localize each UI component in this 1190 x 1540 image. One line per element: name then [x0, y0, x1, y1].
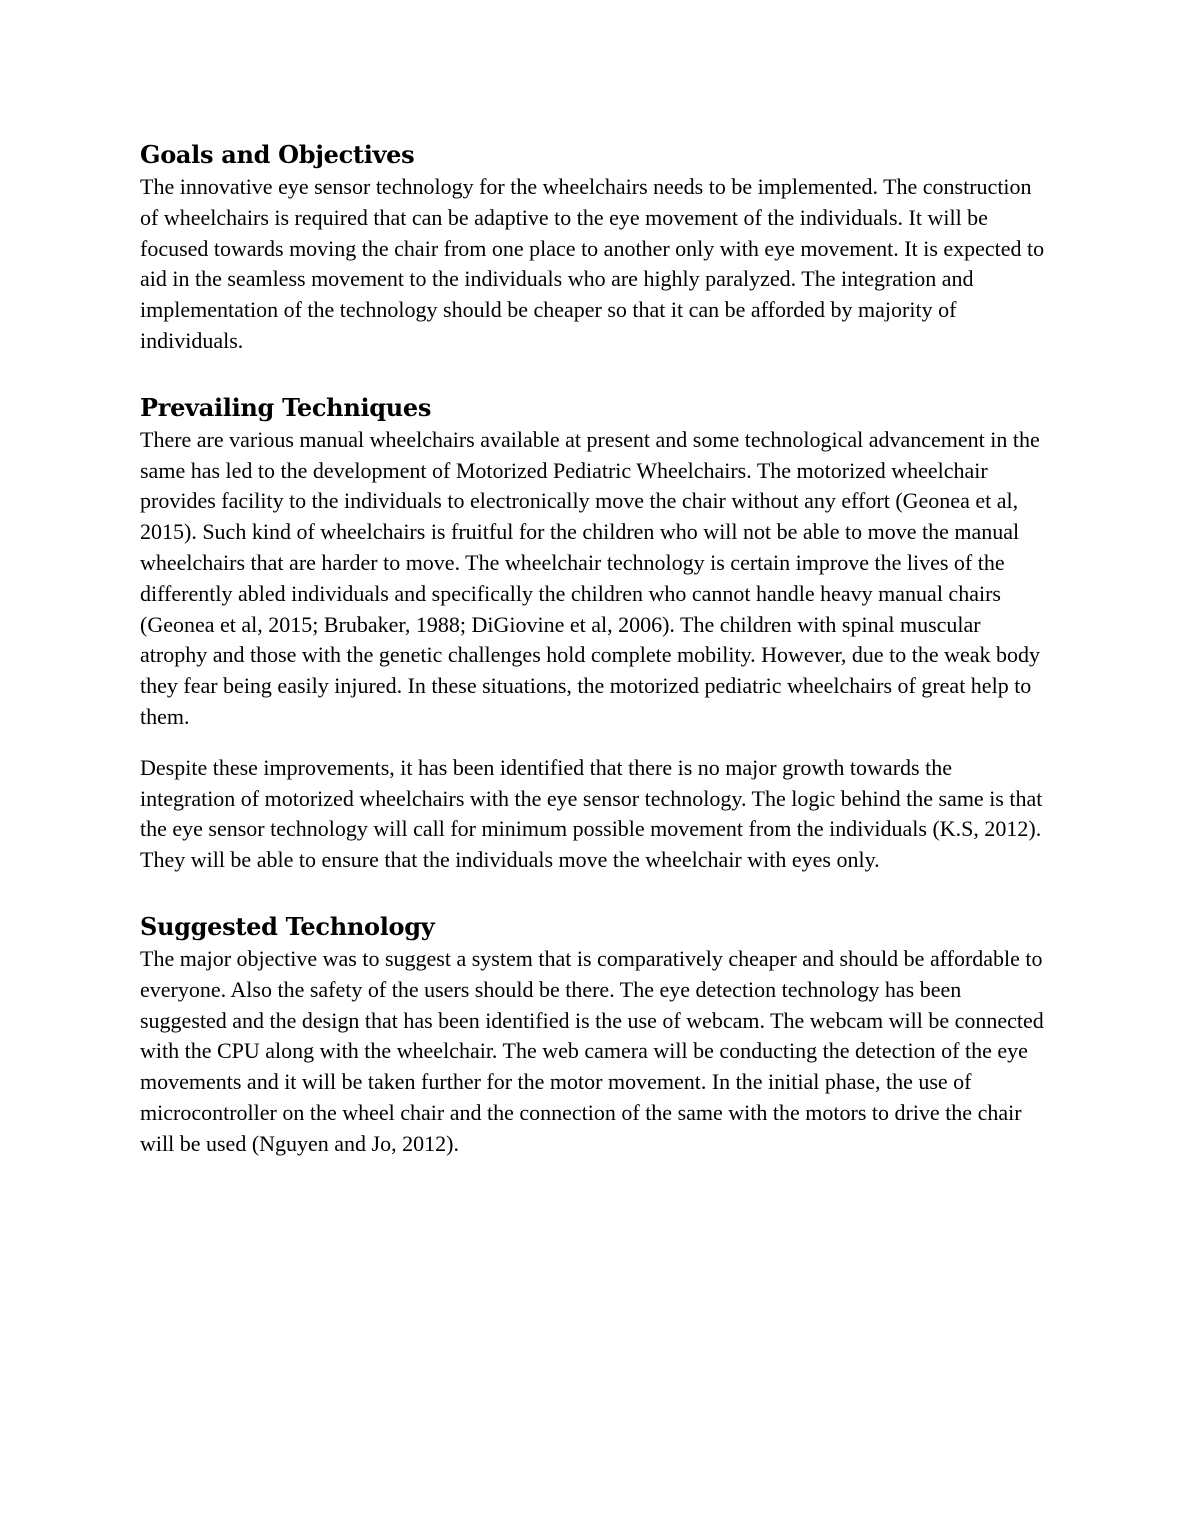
- document-page: [140, 138, 1052, 1160]
- paragraph: The major objective was to suggest a system that is comparatively cheaper and should be affordable to everyone. Also the safety of the users should be there. The eye detection technology has been suggested and the design that has been identified is the use of webcam. The webcam will be connected with the CPU along with the wheelchair. The web camera will be conducting the detection of the eye movements and it will be taken further for the motor movement. In the initial phase, the use of microcontroller on the wheel chair and the connection of the same with the motors to drive the chair will be used (Nguyen and Jo, 2012).: [140, 945, 1044, 1156]
- paragraph: Despite these improvements, it has been identified that there is no major growth towards the integration of motorized wheelchairs with the eye sensor technology. The logic behind the same is that the eye sensor technology will call for minimum possible movement from the individuals (K.S, 2012). They will be able to ensure that the individuals move the wheelchair with eyes only.: [140, 754, 1043, 873]
- section-goals-and-objectives: [140, 138, 1052, 357]
- section-heading: Goals and Objectives: [140, 140, 415, 169]
- paragraph: The innovative eye sensor technology for the wheelchairs needs to be implemented. The construction of wheelchairs is required that can be adaptive to the eye movement of the individuals. It will be focused towards moving the chair from one place to another only with eye movement. It is expected to aid in the seamless movement to the individuals who are highly paralyzed. The integration and implementation of the technology should be cheaper so that it can be afforded by majority of individuals.: [140, 174, 1045, 353]
- paragraph: There are various manual wheelchairs available at present and some technological advancement in the same has led to the development of Motorized Pediatric Wheelchairs. The motorized wheelchair provides facility to the individuals to electronically move the chair without any effort (Geonea et al, 2015). Such kind of wheelchairs is fruitful for the children who will not be able to move the manual wheelchairs that are harder to move. The wheelchair technology is certain improve the lives of the differently abled individuals and specifically the children who cannot handle heavy manual chairs (Geonea et al, 2015; Brubaker, 1988; DiGiovine et al, 2006). The children with spinal muscular atrophy and those with the genetic challenges hold complete mobility. However, due to the weak body they fear being easily injured. In these situations, the motorized pediatric wheelchairs of great help to them.: [140, 426, 1041, 729]
- section-heading: Suggested Technology: [140, 911, 435, 941]
- section-heading: Prevailing Techniques: [140, 392, 432, 422]
- section-suggested-technology: [140, 910, 1052, 1160]
- section-prevailing-techniques: [140, 391, 1052, 876]
